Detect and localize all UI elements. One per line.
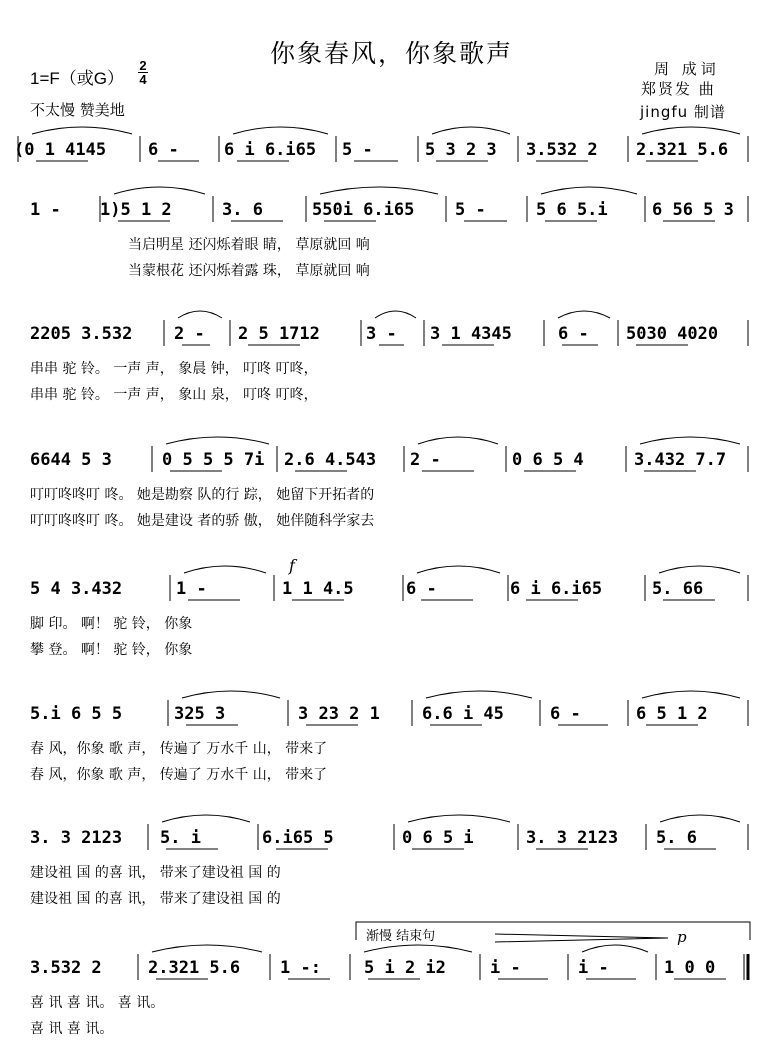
slur bbox=[426, 691, 532, 698]
arranger-credit: jingfu 制谱 bbox=[640, 103, 726, 121]
bar-notes: 1 1 4.5 bbox=[282, 579, 354, 599]
lyric-line: 叮叮咚咚叮 咚。 她是建设 者的骄 傲， 她伴随科学家去 bbox=[30, 513, 375, 529]
tempo-marking: 不太慢 赞美地 bbox=[30, 101, 125, 119]
slur bbox=[184, 566, 266, 573]
bar-notes: 5 i 2 i2 bbox=[364, 958, 446, 978]
bar-notes: 5. 6 bbox=[656, 828, 697, 848]
slur bbox=[375, 311, 416, 318]
bar-notes: 1 0 0 bbox=[664, 958, 716, 978]
bar-notes: 5 - bbox=[342, 140, 373, 160]
dynamic-forte: f bbox=[289, 556, 295, 575]
bar-notes: 0 6 5 i bbox=[402, 828, 474, 848]
bar-notes: 3 23 2 1 bbox=[298, 704, 380, 724]
decrescendo-hairpin bbox=[495, 934, 668, 942]
bar-notes: 6 56 5 3 bbox=[652, 200, 734, 220]
bar-notes: 550i 6.i65 bbox=[312, 200, 415, 220]
slur bbox=[233, 127, 328, 134]
slur bbox=[558, 311, 610, 318]
bar-notes: 325 3 bbox=[174, 704, 226, 724]
bar-notes: 2.6 4.543 bbox=[284, 450, 377, 470]
bar-notes: 5. 66 bbox=[652, 579, 704, 599]
lyric-line: 当启明星 还闪烁着眼 睛， 草原就回 响 bbox=[128, 237, 370, 253]
bar-notes: 6.i65 5 bbox=[262, 828, 334, 848]
bar-notes: 5.i 6 5 5 bbox=[30, 704, 123, 724]
bar-notes: 5 4 3.432 bbox=[30, 579, 123, 599]
bar-notes: 1 -: bbox=[280, 958, 321, 978]
bar-notes: i - bbox=[490, 958, 521, 978]
slur bbox=[162, 815, 250, 822]
slur bbox=[660, 815, 740, 822]
bar-notes: 3. 3 2123 bbox=[526, 828, 619, 848]
bar-notes: 1 - bbox=[30, 200, 61, 220]
bar-notes: 5 6 5.i bbox=[536, 200, 608, 220]
ending-bracket bbox=[356, 922, 750, 940]
slur bbox=[364, 945, 472, 952]
dynamic-piano: p bbox=[677, 928, 687, 946]
slur bbox=[582, 945, 648, 952]
bar-notes: 3. 3 2123 bbox=[30, 828, 123, 848]
bar-notes: (0 1 4145 bbox=[14, 140, 107, 160]
slur bbox=[418, 437, 498, 444]
slur bbox=[152, 945, 262, 952]
slur bbox=[417, 566, 500, 573]
bar-notes: 2.321 5.6 bbox=[636, 140, 729, 160]
bar-notes: 2 - bbox=[410, 450, 441, 470]
page-title: 你象春风，你象歌声 bbox=[269, 39, 513, 68]
lyric-line: 当蒙根花 还闪烁着露 珠， 草原就回 响 bbox=[128, 263, 370, 279]
slur bbox=[541, 187, 637, 194]
bar-notes: 2 - bbox=[174, 324, 205, 344]
bar-notes: 3 1 4345 bbox=[430, 324, 512, 344]
lyric-line: 叮叮咚咚叮 咚。 她是勘察 队的行 踪， 她留下开拓者的 bbox=[30, 487, 375, 503]
bar-notes: 6 - bbox=[406, 579, 437, 599]
lyric-line: 春 风，你象 歌 声， 传遍了 万水千 山， 带来了 bbox=[30, 767, 328, 783]
bar-notes: 6 5 1 2 bbox=[636, 704, 708, 724]
slur bbox=[178, 311, 222, 318]
bar-notes: 1)5 1 2 bbox=[100, 200, 172, 220]
bar-notes: 5. i bbox=[160, 828, 201, 848]
slur bbox=[182, 691, 280, 698]
bar-notes: 6 - bbox=[148, 140, 179, 160]
bar-notes: i - bbox=[578, 958, 609, 978]
slur bbox=[642, 127, 740, 134]
bar-notes: 6.6 i 45 bbox=[422, 704, 504, 724]
ending-label: 渐慢 结束句 bbox=[366, 929, 436, 944]
bar-notes: 3.432 7.7 bbox=[634, 450, 727, 470]
slur bbox=[32, 127, 132, 134]
bar-notes: 5030 4020 bbox=[626, 324, 719, 344]
slur bbox=[408, 815, 510, 822]
time-top: 2 bbox=[139, 58, 147, 73]
slur bbox=[640, 437, 740, 444]
time-bottom: 4 bbox=[139, 72, 147, 87]
lyric-line: 串串 驼 铃。 一声 声， 象晨 钟， 叮咚 叮咚， bbox=[30, 361, 318, 377]
bar-notes: 0 5 5 5 7i bbox=[162, 450, 265, 470]
bar-notes: 6644 5 3 bbox=[30, 450, 112, 470]
bar-notes: 1 - bbox=[176, 579, 207, 599]
slur bbox=[114, 187, 205, 194]
lyric-line: 建设祖 国 的喜 讯， 带来了建设祖 国 的 bbox=[30, 891, 281, 907]
slur bbox=[166, 437, 269, 444]
lyric-line: 春 风，你象 歌 声， 传遍了 万水千 山， 带来了 bbox=[30, 741, 328, 757]
bar-notes: 3 - bbox=[366, 324, 397, 344]
lyric-line: 串串 驼 铃。 一声 声， 象山 泉， 叮咚 叮咚， bbox=[30, 387, 318, 403]
slur bbox=[642, 691, 740, 698]
bar-notes: 6 - bbox=[558, 324, 589, 344]
key-signature: 1=F（或G） bbox=[30, 69, 124, 88]
slur bbox=[432, 127, 510, 134]
bar-notes: 3.532 2 bbox=[30, 958, 102, 978]
bar-notes: 2.321 5.6 bbox=[148, 958, 241, 978]
lyric-line: 建设祖 国 的喜 讯， 带来了建设祖 国 的 bbox=[30, 865, 281, 881]
composer-credit: 郑贤发 曲 bbox=[641, 80, 716, 98]
lyric-line: 脚 印。 啊！ 驼 铃， 你象 bbox=[30, 616, 193, 632]
lyric-line: 喜 讯 喜 讯。 喜 讯。 bbox=[30, 995, 165, 1011]
bar-notes: 2205 3.532 bbox=[30, 324, 133, 344]
bar-notes: 2 5 1712 bbox=[238, 324, 320, 344]
slur bbox=[320, 187, 438, 194]
bar-notes: 6 i 6.i65 bbox=[510, 579, 603, 599]
bar-notes: 6 i 6.i65 bbox=[224, 140, 317, 160]
bar-notes: 0 6 5 4 bbox=[512, 450, 584, 470]
lyricist-credit: 周 成词 bbox=[654, 60, 720, 78]
bar-notes: 6 - bbox=[550, 704, 581, 724]
lyric-line: 攀 登。 啊！ 驼 铃， 你象 bbox=[30, 642, 193, 658]
slur bbox=[659, 566, 740, 573]
bar-notes: 3.532 2 bbox=[526, 140, 598, 160]
bar-notes: 3. 6 bbox=[222, 200, 263, 220]
bar-notes: 5 - bbox=[455, 200, 486, 220]
bar-notes: 5 3 2 3 bbox=[425, 140, 497, 160]
lyric-line: 喜 讯 喜 讯。 bbox=[30, 1021, 114, 1037]
